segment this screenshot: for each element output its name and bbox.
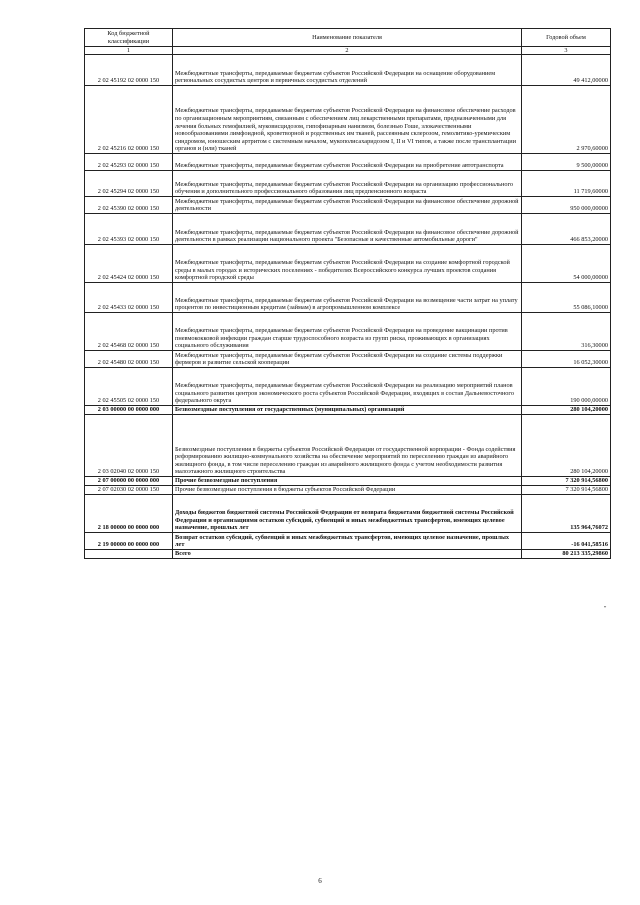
header-name: Наименование показателя (173, 29, 522, 47)
row-code: 2 02 45480 02 0000 150 (85, 351, 173, 368)
row-code: 2 03 02040 02 0000 150 (85, 415, 173, 477)
row-code: 2 18 00000 00 0000 000 (85, 495, 173, 533)
row-value: 16 052,30000 (522, 351, 611, 368)
row-code: 2 03 00000 00 0000 000 (85, 406, 173, 415)
row-code: 2 02 45390 02 0000 150 (85, 197, 173, 214)
row-name: Межбюджетные трансферты, передаваемые бюджетам субъектов Российской Федерации на создание комфортной городской среды в малых городах и исторических поселениях - победителях Всероссийского конкурса лучших проектов создания комфортной городской среды (173, 245, 522, 283)
row-name: Межбюджетные трансферты, передаваемые бюджетам субъектов Российской Федерации на реализацию мероприятий планов социального развития центров экономического роста субъектов Российской Федерации, входящих в состав Дальневосточного федерального округа (173, 368, 522, 406)
table-body (85, 55, 611, 559)
row-name: Прочие безвозмездные поступления в бюджеты субъектов Российской Федерации (173, 486, 522, 495)
row-code: 2 02 45468 02 0000 150 (85, 313, 173, 351)
row-code: 2 07 02030 02 0000 150 (85, 486, 173, 495)
row-code: 2 02 45216 02 0000 150 (85, 86, 173, 154)
table-row (85, 495, 611, 533)
header-code: Код бюджетной классификации (85, 29, 173, 47)
row-name: Доходы бюджетов бюджетной системы Российской Федерации от возврата бюджетами бюджетной системы Российской Федерации и организациями остатков субсидий, субвенций и иных межбюджетных трансфертов, имеющих целевое назначение, прошлых лет (173, 495, 522, 533)
page-number: 6 (318, 877, 322, 885)
row-code: 2 02 45192 02 0000 150 (85, 55, 173, 86)
row-value: 54 000,00000 (522, 245, 611, 283)
row-name: Безвозмездные поступления в бюджеты субъектов Российской Федерации от государственной корпорации - Фонда содействия реформированию жилищно-коммунального хозяйства на обеспечение мероприятий по переселению граждан из аварийного жилищного фонда, в том числе переселению граждан из аварийного жилищного фонда с учетом необходимости развития малоэтажного жилищного строительства (173, 415, 522, 477)
row-value: 9 500,00000 (522, 154, 611, 171)
row-name: Межбюджетные трансферты, передаваемые бюджетам субъектов Российской Федерации на приобретение автотранспорта (173, 154, 522, 171)
table-row (85, 197, 611, 214)
table-header-row (85, 29, 611, 47)
table-row (85, 283, 611, 313)
row-name: Возврат остатков субсидий, субвенций и иных межбюджетных трансфертов, имеющих целевое назначение, прошлых лет (173, 533, 522, 550)
table-row (85, 533, 611, 550)
row-name: Безвозмездные поступления от государственных (муниципальных) организаций (173, 406, 522, 415)
row-name: Межбюджетные трансферты, передаваемые бюджетам субъектов Российской Федерации на финансовое обеспечение дорожной деятельности в рамках реализации национального проекта "Безопасные и качественные автомобильные дороги" (173, 214, 522, 245)
row-value: 7 320 914,56800 (522, 477, 611, 486)
row-value: 135 964,76072 (522, 495, 611, 533)
row-name: Межбюджетные трансферты, передаваемые бюджетам субъектов Российской Федерации на проведение вакцинации против пневмококковой инфекции граждан старше трудоспособного возраста из групп риска, проживающих в организациях социального обслуживания (173, 313, 522, 351)
table-row (85, 86, 611, 154)
row-name: Межбюджетные трансферты, передаваемые бюджетам субъектов Российской Федерации на организацию профессионального обучения и дополнительного профессионального образования лиц предпенсионного возраста (173, 171, 522, 197)
row-code: 2 02 45433 02 0000 150 (85, 283, 173, 313)
row-value: 55 086,10000 (522, 283, 611, 313)
row-code: 2 02 45505 02 0000 150 (85, 368, 173, 406)
row-code: 2 07 00000 00 0000 000 (85, 477, 173, 486)
row-value: 7 320 914,56800 (522, 486, 611, 495)
row-name: Межбюджетные трансферты, передаваемые бюджетам субъектов Российской Федерации на финансовое обеспечение расходов по организационным мероприятиям, связанным с обеспечением лиц лекарственными препаратами, предназначенными для лечения больных гемофилией, муковисцидозом, гипофизарным нанизмом, болезнью Гоше, злокачественными новообразованиями лимфоидной, кроветворной и родственных им тканей, рассеянным склерозом, гемолитико-уремическим синдромом, юношеским артритом с системным началом, мукополисахаридозом I, II и VI типов, а также после трансплантации органов и (или) тканей (173, 86, 522, 154)
table-row (85, 368, 611, 406)
column-number: 2 (173, 47, 522, 55)
row-value: 280 104,20000 (522, 406, 611, 415)
table-row (85, 351, 611, 368)
row-value: 280 104,20000 (522, 415, 611, 477)
row-name: Межбюджетные трансферты, передаваемые бюджетам субъектов Российской Федерации на создание системы поддержки фермеров и развитие сельской кооперации (173, 351, 522, 368)
table-row (85, 245, 611, 283)
row-value: 190 000,00000 (522, 368, 611, 406)
column-number: 1 (85, 47, 173, 55)
row-code: 2 02 45293 02 0000 150 (85, 154, 173, 171)
row-code: 2 02 45393 02 0000 150 (85, 214, 173, 245)
row-value: 316,30000 (522, 313, 611, 351)
header-value: Годовой объем (522, 29, 611, 47)
table-row (85, 55, 611, 86)
table-row (85, 477, 611, 486)
table-row (85, 415, 611, 477)
closing-quote: " (604, 606, 607, 612)
row-value: -16 041,58516 (522, 533, 611, 550)
column-number-row (85, 47, 611, 55)
row-value: 49 412,00000 (522, 55, 611, 86)
row-name: Межбюджетные трансферты, передаваемые бюджетам субъектов Российской Федерации на оснащение оборудованием региональных сосудистых центров и первичных сосудистых отделений (173, 55, 522, 86)
table-row (85, 550, 611, 559)
row-code: 2 02 45424 02 0000 150 (85, 245, 173, 283)
table-row (85, 171, 611, 197)
table-row (85, 154, 611, 171)
table-row (85, 406, 611, 415)
row-code (85, 550, 173, 559)
table-row (85, 214, 611, 245)
budget-table (84, 28, 611, 559)
row-value: 11 719,60000 (522, 171, 611, 197)
row-name: Межбюджетные трансферты, передаваемые бюджетам субъектов Российской Федерации на финансовое обеспечение дорожной деятельности (173, 197, 522, 214)
row-name: Прочие безвозмездные поступления (173, 477, 522, 486)
row-value: 950 000,00000 (522, 197, 611, 214)
table-row (85, 313, 611, 351)
row-code: 2 02 45294 02 0000 150 (85, 171, 173, 197)
row-name: Межбюджетные трансферты, передаваемые бюджетам субъектов Российской Федерации на возмещение части затрат на уплату процентов по инвестиционным кредитам (займам) в агропромышленном комплексе (173, 283, 522, 313)
row-value: 80 213 335,29860 (522, 550, 611, 559)
row-name: Всего (173, 550, 522, 559)
column-number: 3 (522, 47, 611, 55)
row-value: 2 970,60000 (522, 86, 611, 154)
row-value: 466 853,20000 (522, 214, 611, 245)
table-row (85, 486, 611, 495)
row-code: 2 19 00000 00 0000 000 (85, 533, 173, 550)
